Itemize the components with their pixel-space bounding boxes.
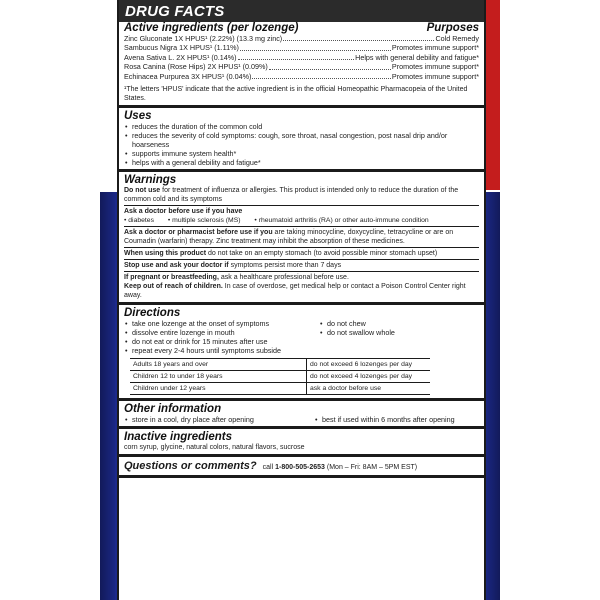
inactive-ingredients-title: Inactive ingredients (124, 431, 233, 444)
uses-item: • reduces the duration of the common cold (124, 122, 479, 131)
pregnant-text: ask a healthcare professional before use. (220, 274, 349, 282)
uses-title: Uses (124, 110, 152, 123)
ask-pharmacist-label: Ask a doctor or pharmacist before use if you (124, 229, 273, 237)
uses-item: • helps with a general debility and fatigue* (124, 158, 479, 167)
active-row (124, 53, 479, 62)
dosing-amount: ask a doctor before use (307, 383, 431, 395)
dosing-group: Adults 18 years and over (130, 359, 307, 371)
phone-number: 1-800-505-2653 (275, 464, 325, 472)
dosing-group: Children 12 to under 18 years (130, 371, 307, 383)
directions-item: • dissolve entire lozenge in mouth (124, 328, 319, 337)
ask-doctor-item: diabetes (128, 217, 154, 225)
drug-facts-header: DRUG FACTS (119, 0, 484, 22)
directions-item: • do not eat or drink for 15 minutes after use (124, 337, 319, 346)
ask-doctor-item: rheumatoid arthritis (RA) or other auto-immune condition (258, 217, 429, 225)
section-divider (119, 302, 484, 305)
ingredient-name: Echinacea Purpurea 3X HPUS¹ (0.04%) (124, 71, 252, 81)
when-using-text: do not take on an empty stomach (to avoid possible minor stomach upset) (208, 250, 438, 258)
active-row (124, 62, 479, 71)
dosing-group: Children under 12 years (130, 383, 307, 395)
active-ingredients-title: Active ingredients (per lozenge) (124, 22, 299, 34)
warnings-section: Warnings Do not use for treatment of influenza or allergies. This product is intended only to reduce the duration of the common cold and its symptoms Ask a doctor before use if you have • diabetes • multiple sclerosis (MS) • rheumatoid arthritis (RA) or other auto-immune condition Ask a doctor or pharmacist before use if you are taking minocycline, doxycycline, tetracycline or are on Coumadin (warfarin) therapy. Zinc treatment may inhibit the absorption of these medicines. When using this product do not take on an empty stomach (to avoid possible minor stomach upset) Stop use and ask your doctor if symptoms persist more than 7 days If pregnant or breastfeeding, ask a healthcare professional before use. Keep out of reach of children. In case of overdose, get medical help or contact a Poison Control Center right away. (119, 174, 484, 300)
ingredient-name: Sambucus Nigra 1X HPUS¹ (1.11%) (124, 43, 239, 53)
dosing-table (130, 358, 430, 395)
when-using-label: When using this product (124, 250, 207, 258)
do-not-use-text: for treatment of influenza or allergies. This product is intended only to reduce the duration of the common cold and its symptoms (124, 187, 459, 204)
section-divider (119, 475, 484, 478)
questions-title: Questions or comments? (124, 460, 257, 473)
call-label: call (262, 464, 274, 472)
uses-item: • reduces the severity of cold symptoms: cough, sore throat, nasal congestion, post nasal drip and/or hoarseness (124, 131, 479, 149)
active-row (124, 43, 479, 52)
other-item: • best if used within 6 months after opening (314, 415, 455, 424)
keep-out-text: In case of overdose, get medical help or contact a Poison Control Center right away. (124, 283, 466, 300)
section-divider (119, 398, 484, 401)
directions-item: • do not chew (319, 319, 479, 328)
questions-section (119, 459, 484, 473)
ingredient-purpose: Cold Remedy (435, 34, 479, 43)
section-divider (119, 454, 484, 457)
uses-section (119, 110, 484, 167)
ingredient-purpose: Promotes immune support* (391, 62, 479, 72)
active-row (124, 34, 479, 43)
ingredient-purpose: Helps with general debility and fatigue* (355, 52, 479, 62)
stop-use-label: Stop use and ask your doctor if (124, 262, 229, 270)
red-box-edge (484, 0, 500, 190)
table-row (130, 359, 430, 371)
ingredient-purpose: Promotes immune support* (391, 43, 479, 53)
dosing-amount: do not exceed 6 lozenges per day (307, 359, 431, 371)
fda-notice-box: This product has not been evaluated by the FDA. (193, 547, 423, 563)
section-divider (119, 426, 484, 429)
ingredient-purpose: Promotes immune support* (391, 71, 479, 81)
hpus-footnote: ¹The letters 'HPUS' indicate that the active ingredient is in the official Homeopathic Pharmacopeia of the United States. (124, 86, 468, 103)
section-divider (119, 169, 484, 172)
directions-item: • take one lozenge at the onset of symptoms (124, 319, 319, 328)
inactive-ingredients-text: corn syrup, glycine, natural colors, natural flavors, sucrose (124, 444, 305, 452)
active-row (124, 72, 479, 81)
inactive-ingredients-section (119, 431, 484, 452)
ask-doctor-item: multiple sclerosis (MS) (172, 217, 241, 225)
warnings-title: Warnings (124, 174, 177, 187)
do-not-use-label: Do not use (124, 187, 161, 195)
directions-item: • do not swallow whole (319, 328, 479, 337)
table-row (130, 371, 430, 383)
keep-out-label: Keep out of reach of children. (124, 283, 223, 291)
other-information-section (119, 403, 484, 424)
fda-claims-box: *Claims based on traditional homeopathic practice, not accepted medical evidence. Not FDA evaluated. (193, 567, 423, 592)
drug-facts-panel (117, 0, 486, 600)
section-divider (119, 105, 484, 108)
uses-item: • supports immune system health* (124, 149, 479, 158)
ingredient-name: Avena Sativa L. 2X HPUS¹ (0.14%) (124, 52, 237, 62)
active-ingredients-section (119, 22, 484, 103)
directions-title: Directions (124, 307, 181, 320)
dosing-amount: do not exceed 4 lozenges per day (307, 371, 431, 383)
ingredient-name: Zinc Gluconate 1X HPUS¹ (2.22%) (13.3 mg zinc) (124, 34, 283, 43)
other-item: • store in a cool, dry place after opening (124, 415, 314, 424)
stop-use-text: symptoms persist more than 7 days (230, 262, 342, 270)
ingredient-name: Rosa Canina (Rose Hips) 2X HPUS¹ (0.09%) (124, 62, 268, 72)
call-hours: (Mon – Fri: 8AM – 5PM EST) (326, 464, 418, 472)
table-row (130, 383, 430, 395)
directions-item: • repeat every 2-4 hours until symptoms subside (124, 346, 319, 355)
directions-section (119, 307, 484, 395)
other-information-title: Other information (124, 403, 222, 416)
ask-pharmacist-text: are taking minocycline, doxycycline, tetracycline or are on Coumadin (warfarin) therapy. Zinc treatment may inhibit the absorption of these medicines. (124, 229, 454, 246)
ask-doctor-label: Ask a doctor before use if you have (124, 208, 243, 216)
purposes-title: Purposes (426, 22, 479, 34)
pregnant-label: If pregnant or breastfeeding, (124, 274, 219, 282)
